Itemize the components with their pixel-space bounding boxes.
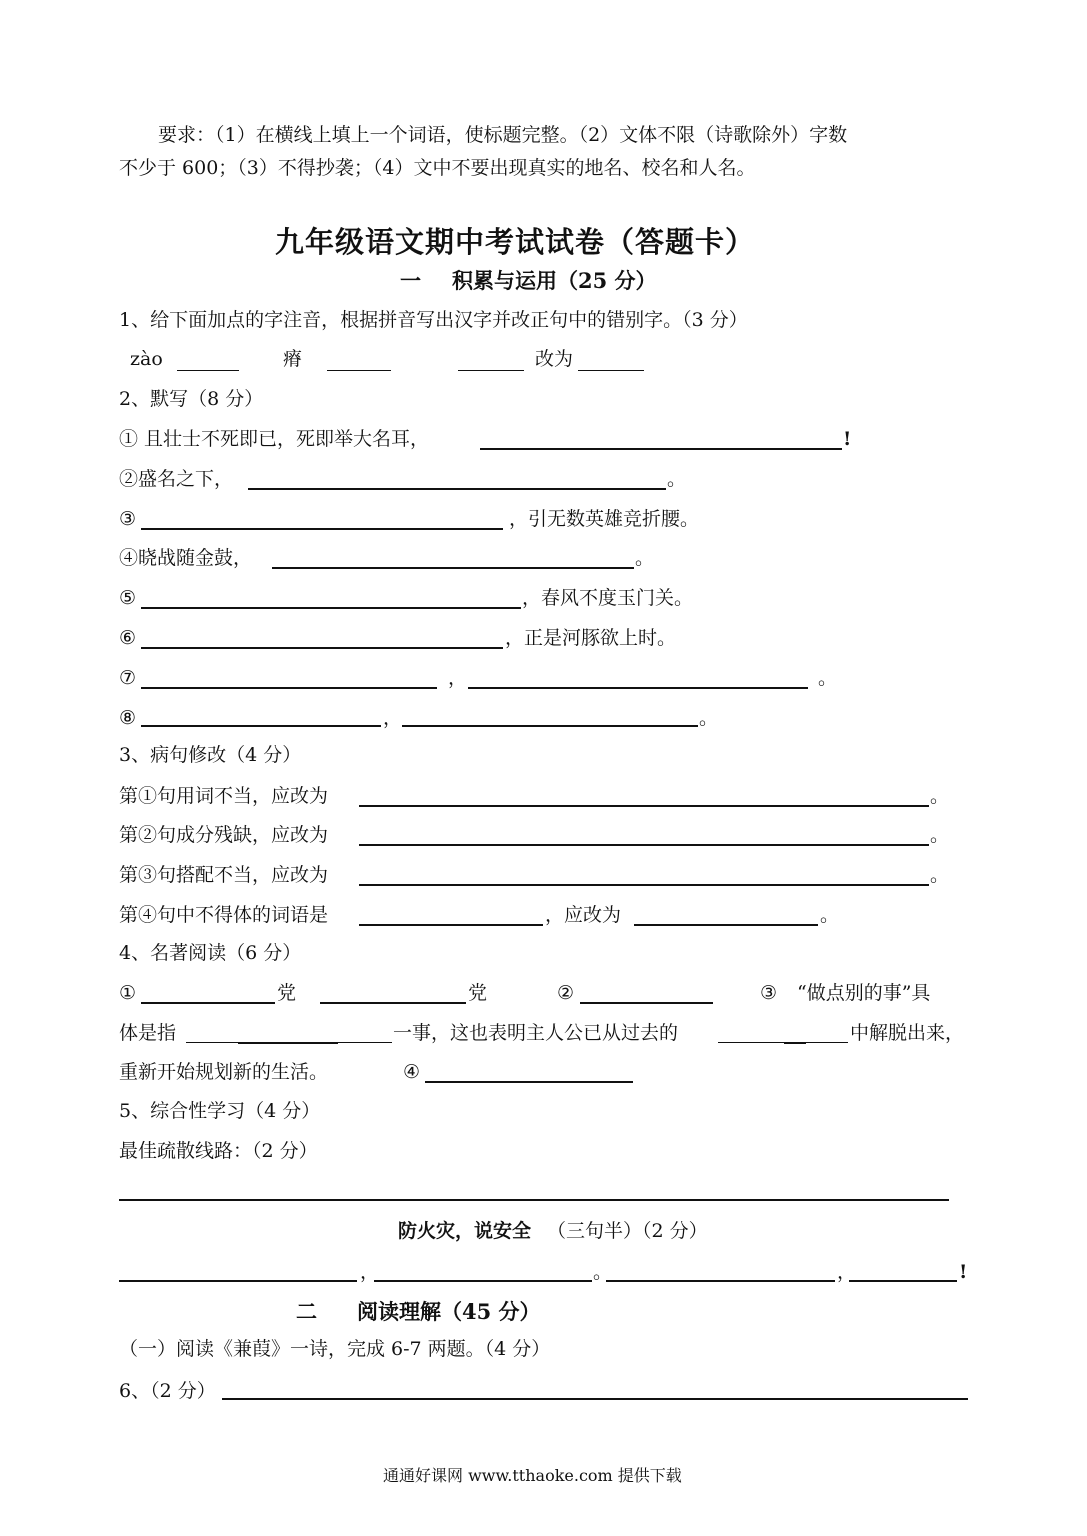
q2-line2-text: ②盛名之下， [119,468,234,490]
q4-blank-6[interactable] [425,1081,633,1083]
q3-prompt: 3、病句修改（4 分） [119,744,302,766]
q1-char: 瘠 [283,348,303,370]
q1-change-label: 改为 [535,348,574,370]
q3-line2-end: 。 [930,824,950,846]
q3-line1-end: 。 [930,785,950,807]
requirement-line-1: 要求：（1）在横线上填上一个词语，使标题完整。（2）文体不限（诗歌除外）字数 [158,124,848,146]
q5-slogan-excl: ! [959,1261,968,1283]
q5-slogan-comma-2: ， [837,1261,857,1283]
page-title: 九年级语文期中考试试卷（答题卡） [275,225,756,259]
q1-prompt: 1、给下面加点的字注音，根据拼音写出汉字并改正句中的错别字。（3 分） [119,309,748,331]
q2-line5-blank[interactable] [141,607,521,609]
q3-line4-end: 。 [820,904,840,926]
requirement-line-2: 不少于 600；（3）不得抄袭；（4）文中不要出现真实的地名、校名和人名。 [119,157,756,179]
q2-line8-blank-2[interactable] [402,725,698,727]
q2-prompt: 2、默写（8 分） [119,388,264,410]
q2-line5-num: ⑤ [119,587,137,609]
q4-blank-5-bold [784,1042,806,1044]
q2-line8-end: 。 [699,707,719,729]
q4-num-4: ④ [403,1061,421,1083]
q6-label: 6、（2 分） [119,1380,216,1402]
q4-prompt: 4、名著阅读（6 分） [119,942,302,964]
q2-line2-blank[interactable] [248,488,666,490]
q1-answer-line-1[interactable] [177,370,239,371]
q4-quote: “做点别的事”具 [797,982,931,1004]
q2-line4-end: 。 [635,547,655,569]
q5-slogan-rest: （三句半）（2 分） [547,1220,708,1242]
q2-line4-blank[interactable] [272,567,634,569]
q3-line4-blank-2[interactable] [634,924,818,926]
q4-blank-4-bold [238,1042,338,1044]
q2-line8-blank-1[interactable] [141,725,381,727]
q6-blank[interactable] [222,1398,968,1400]
q3-line3-blank[interactable] [359,884,929,886]
q5-slogan-period: 。 [593,1261,613,1283]
q5-route-label: 最佳疏散线路：（2 分） [119,1140,318,1162]
section-2-number: 二 [296,1299,317,1324]
q2-line6-num: ⑥ [119,627,137,649]
q4-blank-1[interactable] [141,1002,275,1004]
q1-answer-line-2[interactable] [327,370,391,371]
q5-slogan-blank-2[interactable] [374,1280,592,1282]
q2-line5-text: ，春风不度玉门关。 [522,587,694,609]
q1-pinyin: zào [130,348,163,370]
q2-line3-text: ，引无数英雄竞折腰。 [509,508,700,530]
q2-line8-num: ⑧ [119,707,137,729]
footer-text: 通通好课网 www.tthaoke.com 提供下载 [383,1466,682,1485]
q4-line2-a: 体是指 [119,1022,177,1044]
q5-slogan-blank-4[interactable] [849,1280,957,1282]
reading-1-prompt: （一）阅读《兼葭》一诗，完成 6-7 两题。（4 分） [119,1338,551,1360]
q4-blank-5[interactable] [718,1042,848,1043]
q2-line6-blank[interactable] [141,647,503,649]
q2-line2-end: 。 [667,468,687,490]
q2-line1-text: ① 且壮士不死即已，死即举大名耳， [119,428,430,450]
q4-party-2: 党 [468,982,488,1004]
q2-line3-num: ③ [119,508,137,530]
q1-answer-line-3[interactable] [458,370,524,371]
q4-line3: 重新开始规划新的生活。 [119,1061,329,1083]
q3-line4-mid: ，应改为 [545,904,622,926]
q5-prompt: 5、综合性学习（4 分） [119,1100,321,1122]
q2-line7-num: ⑦ [119,667,137,689]
q2-line7-comma: ， [448,667,468,689]
q4-blank-2[interactable] [320,1002,466,1004]
q2-line1-end: ! [843,428,852,450]
q5-slogan-bold: 防火灾，说安全 [398,1220,532,1242]
q2-line6-text: ，正是河豚欲上时。 [505,627,677,649]
q3-line3-text: 第③句搭配不当，应改为 [119,864,329,886]
q4-num-2: ② [557,982,575,1004]
q3-line3-end: 。 [930,864,950,886]
q2-line8-comma: ， [383,707,403,729]
q5-route-blank[interactable] [119,1199,949,1201]
q3-line1-blank[interactable] [359,805,929,807]
q2-line7-end: 。 [818,667,838,689]
q2-line3-blank[interactable] [141,528,503,530]
q4-blank-3[interactable] [580,1002,713,1004]
q4-num-1: ① [119,982,137,1004]
q4-party-1: 党 [277,982,297,1004]
q5-slogan-blank-1[interactable] [119,1280,357,1282]
q5-slogan-blank-3[interactable] [606,1280,835,1282]
q3-line2-text: 第②句成分残缺，应改为 [119,824,329,846]
q3-line2-blank[interactable] [359,844,929,846]
q2-line7-blank-1[interactable] [141,687,437,689]
section-2-heading: 阅读理解（45 分） [357,1299,541,1324]
section-1-heading: 积累与运用（25 分） [452,268,657,293]
q2-line1-blank[interactable] [480,448,842,450]
q4-num-3: ③ [760,982,778,1004]
q1-answer-line-4[interactable] [578,370,644,371]
q4-line2-b: 一事，这也表明主人公已从过去的 [393,1022,679,1044]
q2-line7-blank-2[interactable] [468,687,808,689]
q3-line4-text: 第④句中不得体的词语是 [119,904,329,926]
q2-line4-text: ④晓战随金鼓， [119,547,253,569]
q4-line2-c: 中解脱出来， [850,1022,965,1044]
q5-slogan-comma-1: ， [360,1261,380,1283]
section-1-number: 一 [400,268,421,293]
q3-line4-blank-1[interactable] [359,924,543,926]
q3-line1-text: 第①句用词不当，应改为 [119,785,329,807]
